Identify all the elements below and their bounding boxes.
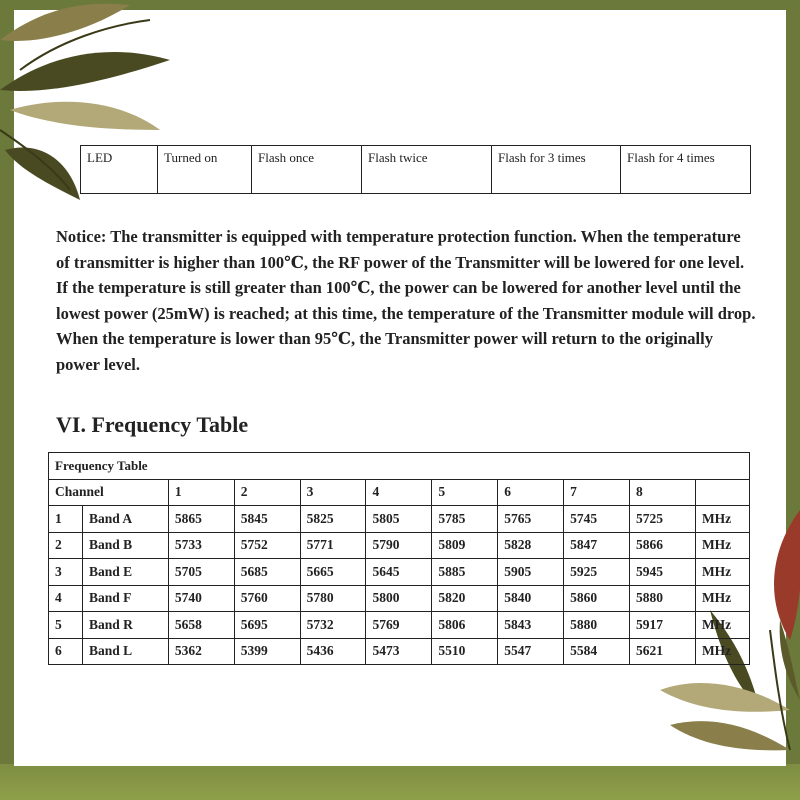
frequency-value: 5905 — [498, 559, 564, 586]
frequency-value: 5665 — [300, 559, 366, 586]
frequency-value: 5847 — [564, 532, 630, 559]
frequency-value: 5436 — [300, 638, 366, 665]
frequency-table — [48, 452, 750, 665]
frequency-value: 5809 — [432, 532, 498, 559]
unit-label: MHz — [695, 585, 749, 612]
frequency-value: 5725 — [630, 506, 696, 533]
frequency-value: 5771 — [300, 532, 366, 559]
frequency-value: 5399 — [234, 638, 300, 665]
channel-number: 2 — [234, 479, 300, 506]
led-cell: Flash for 4 times — [621, 146, 751, 194]
row-index: 6 — [49, 638, 83, 665]
section-title: VI. Frequency Table — [56, 412, 249, 437]
frequency-value: 5510 — [432, 638, 498, 665]
band-name: Band R — [82, 612, 168, 639]
table-row — [49, 638, 750, 665]
channel-number: 4 — [366, 479, 432, 506]
frequency-value: 5621 — [630, 638, 696, 665]
frequency-value: 5800 — [366, 585, 432, 612]
band-name: Band L — [82, 638, 168, 665]
frequency-value: 5917 — [630, 612, 696, 639]
table-row — [49, 559, 750, 586]
frequency-value: 5685 — [234, 559, 300, 586]
frequency-value: 5805 — [366, 506, 432, 533]
frequency-value: 5780 — [300, 585, 366, 612]
frequency-value: 5825 — [300, 506, 366, 533]
channel-header: Channel — [49, 479, 169, 506]
channel-number: 8 — [630, 479, 696, 506]
frequency-value: 5765 — [498, 506, 564, 533]
frequency-value: 5840 — [498, 585, 564, 612]
unit-label: MHz — [695, 612, 749, 639]
band-name: Band A — [82, 506, 168, 533]
band-name: Band B — [82, 532, 168, 559]
row-index: 1 — [49, 506, 83, 533]
unit-label: MHz — [695, 532, 749, 559]
frequency-value: 5745 — [564, 506, 630, 533]
table-header-row — [49, 479, 750, 506]
frequency-value: 5645 — [366, 559, 432, 586]
led-cell: Flash once — [252, 146, 362, 194]
frequency-value: 5658 — [168, 612, 234, 639]
channel-number: 3 — [300, 479, 366, 506]
table-row — [49, 585, 750, 612]
table-row — [49, 506, 750, 533]
band-name: Band E — [82, 559, 168, 586]
unit-header — [695, 479, 749, 506]
unit-label: MHz — [695, 638, 749, 665]
unit-label: MHz — [695, 506, 749, 533]
frequency-value: 5925 — [564, 559, 630, 586]
frequency-value: 5732 — [300, 612, 366, 639]
led-cell: LED — [81, 146, 158, 194]
row-index: 5 — [49, 612, 83, 639]
frequency-value: 5752 — [234, 532, 300, 559]
band-name: Band F — [82, 585, 168, 612]
channel-number: 6 — [498, 479, 564, 506]
frequency-value: 5769 — [366, 612, 432, 639]
table-caption: Frequency Table — [49, 453, 750, 480]
table-caption-row — [49, 453, 750, 480]
led-cell: Flash twice — [362, 146, 492, 194]
channel-number: 1 — [168, 479, 234, 506]
row-index: 3 — [49, 559, 83, 586]
frequency-value: 5860 — [564, 585, 630, 612]
channel-number: 7 — [564, 479, 630, 506]
frequency-value: 5760 — [234, 585, 300, 612]
frequency-value: 5880 — [564, 612, 630, 639]
frequency-value: 5945 — [630, 559, 696, 586]
frequency-value: 5866 — [630, 532, 696, 559]
led-status-table — [80, 145, 751, 194]
frequency-value: 5695 — [234, 612, 300, 639]
table-row — [81, 146, 751, 194]
led-cell: Flash for 3 times — [492, 146, 621, 194]
frequency-value: 5843 — [498, 612, 564, 639]
frequency-value: 5845 — [234, 506, 300, 533]
frequency-value: 5733 — [168, 532, 234, 559]
led-cell: Turned on — [158, 146, 252, 194]
row-index: 2 — [49, 532, 83, 559]
frequency-value: 5547 — [498, 638, 564, 665]
frequency-value: 5806 — [432, 612, 498, 639]
frequency-value: 5473 — [366, 638, 432, 665]
table-row — [49, 532, 750, 559]
table-row — [49, 612, 750, 639]
frequency-value: 5790 — [366, 532, 432, 559]
frequency-value: 5865 — [168, 506, 234, 533]
frequency-value: 5362 — [168, 638, 234, 665]
frequency-value: 5785 — [432, 506, 498, 533]
frequency-value: 5880 — [630, 585, 696, 612]
notice-paragraph: Notice: The transmitter is equipped with temperature protection function. When the temperature of transmitter is higher than 100℃, the RF power of the Transmitter will be lowered for one level. If the temperature is still greater than 100℃, the power can be lowered for another level until the lowest power (25mW) is reached; at this time, the temperature of the Transmitter module will drop. When the temperature is lower than 95℃, the Transmitter power will return to the originally power level. — [56, 227, 756, 374]
frequency-value: 5828 — [498, 532, 564, 559]
frequency-value: 5820 — [432, 585, 498, 612]
unit-label: MHz — [695, 559, 749, 586]
frequency-value: 5885 — [432, 559, 498, 586]
frequency-value: 5705 — [168, 559, 234, 586]
channel-number: 5 — [432, 479, 498, 506]
row-index: 4 — [49, 585, 83, 612]
frequency-value: 5584 — [564, 638, 630, 665]
frequency-value: 5740 — [168, 585, 234, 612]
